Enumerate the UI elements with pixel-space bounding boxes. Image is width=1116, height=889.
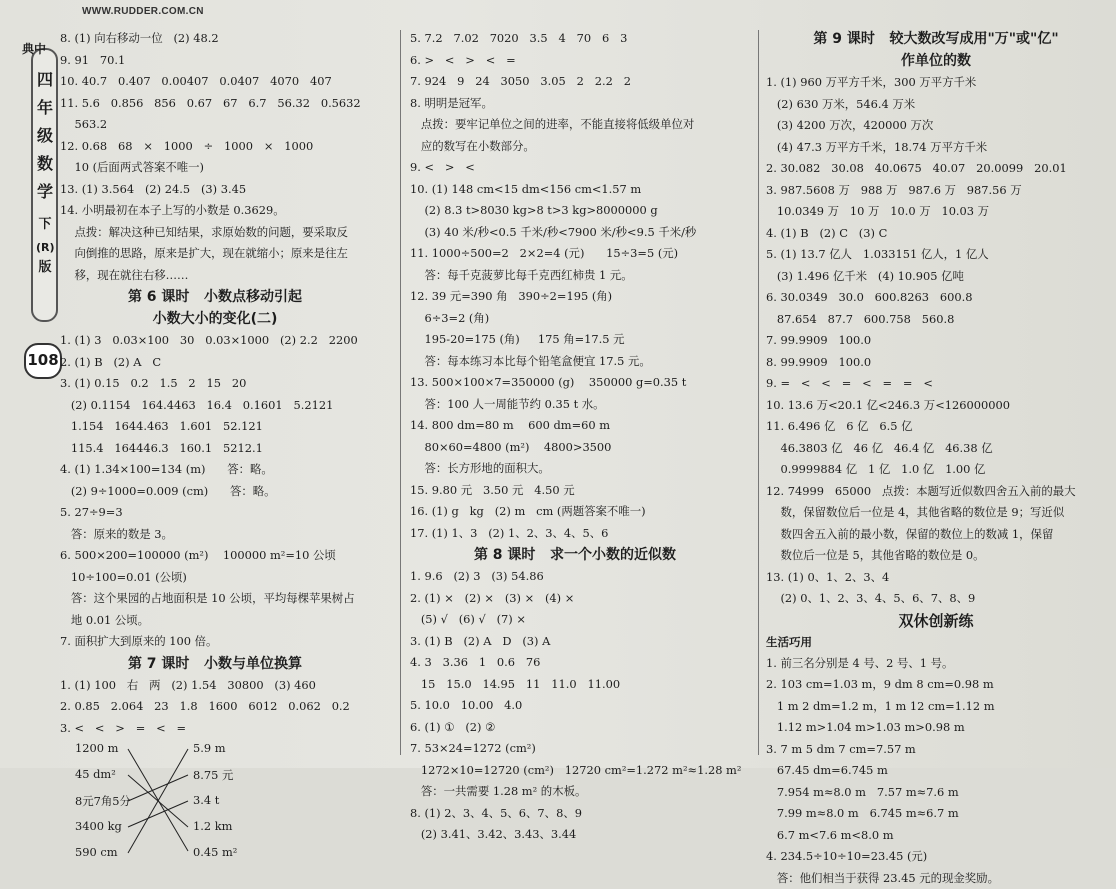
answer-line: 15. 9.80 元 3.50 元 4.50 元 xyxy=(410,480,755,502)
grade-char: 四 xyxy=(36,70,54,89)
subject-char: 学 xyxy=(36,182,54,201)
answer-line: (2) 3.41、3.42、3.43、3.44 xyxy=(410,824,755,846)
answer-line: 11. 6.496 亿 6 亿 6.5 亿 xyxy=(766,416,1111,438)
answer-line: 答：原来的数是 3。 xyxy=(60,524,400,546)
answer-line: 9. 91 70.1 xyxy=(60,50,400,72)
answer-line: (2) 0、1、2、3、4、5、6、7、8、9 xyxy=(766,588,1111,610)
subject-char: 数 xyxy=(36,154,54,173)
answer-line: 15 15.0 14.95 11 11.0 11.00 xyxy=(410,674,755,696)
grade-char: 级 xyxy=(36,126,54,145)
life-application-subheading: 生活巧用 xyxy=(766,632,1111,653)
book-spine-sidebar xyxy=(0,0,58,768)
answer-line: 2. (1) B (2) A C xyxy=(60,352,400,374)
answer-line: 9. < > < xyxy=(410,157,755,179)
answer-line: 80×60=4800 (m²) 4800>3500 xyxy=(410,437,755,459)
answer-line: 6. 500×200=100000 (m²) 100000 m²=10 公顷 xyxy=(60,545,400,567)
answer-line: (5) √ (6) √ (7) × xyxy=(410,609,755,631)
answer-line: (2) 9÷1000=0.009 (cm) 答：略。 xyxy=(60,481,400,503)
answer-line: 1. 9.6 (2) 3 (3) 54.86 xyxy=(410,566,755,588)
answer-line: 0.9999884 亿 1 亿 1.0 亿 1.00 亿 xyxy=(766,459,1111,481)
lesson-6-heading-cont: 小数大小的变化(二) xyxy=(60,308,370,330)
answer-line: 2. (1) × (2) × (3) × (4) × xyxy=(410,588,755,610)
answer-line: 4. (1) 1.34×100=134 (m) 答：略。 xyxy=(60,459,400,481)
brand-logo-text: 典中 xyxy=(22,40,46,57)
website-url: WWW.RUDDER.COM.CN xyxy=(82,6,204,17)
page-number: 108 xyxy=(24,343,62,379)
answer-line: 5. (1) 13.7 亿人 1.033151 亿人，1 亿人 xyxy=(766,244,1111,266)
answer-line: 点拨：解决这种已知结果，求原始数的问题，要采取反 xyxy=(60,222,400,244)
answer-line: 16. (1) g kg (2) m cm (两题答案不唯一) xyxy=(410,501,755,523)
match-left-item: 45 dm² xyxy=(75,767,116,781)
answer-column-3 xyxy=(766,28,1111,889)
lesson-8-heading: 第 8 课时 求一个小数的近似数 xyxy=(410,544,740,566)
answer-line: 10 (后面两式答案不唯一) xyxy=(60,157,400,179)
answer-line: 46.3803 亿 46 亿 46.4 亿 46.38 亿 xyxy=(766,438,1111,460)
answer-line: 12. 0.68 68 × 1000 ÷ 1000 × 1000 xyxy=(60,136,400,158)
answer-line: (3) 1.496 亿千米 (4) 10.905 亿吨 xyxy=(766,266,1111,288)
answer-column-2 xyxy=(410,28,755,846)
edition-char: 版 xyxy=(36,258,54,277)
matching-lines xyxy=(60,739,260,871)
answer-line: 移，现在就往右移…… xyxy=(60,265,400,287)
lesson-6-heading: 第 6 课时 小数点移动引起 xyxy=(60,286,370,308)
answer-line: 向倒推的思路，原来是扩大，现在就缩小；原来是往左 xyxy=(60,243,400,265)
answer-line: 1. (1) 3 0.03×100 30 0.03×1000 (2) 2.2 2200 xyxy=(60,330,400,352)
answer-line: (2) 8.3 t>8030 kg>8 t>3 kg>8000000 g xyxy=(410,200,755,222)
answer-line: 答：每本练习本比每个铅笔盒便宜 17.5 元。 xyxy=(410,351,755,373)
column-divider xyxy=(758,30,759,755)
answer-line: 12. 39 元=390 角 390÷2=195 (角) xyxy=(410,286,755,308)
answer-line: 7.954 m≈8.0 m 7.57 m≈7.6 m xyxy=(766,782,1111,804)
lesson-7-heading: 第 7 课时 小数与单位换算 xyxy=(60,653,370,675)
answer-line: 数四舍五入前的最小数，保留的数位上的数减 1，保留 xyxy=(766,524,1111,546)
answer-line: 67.45 dm=6.745 m xyxy=(766,760,1111,782)
answer-line: 1. (1) 100 右 两 (2) 1.54 30800 (3) 460 xyxy=(60,675,400,697)
answer-line: 3. < < > = < = xyxy=(60,718,400,740)
answer-line: 答：每千克菠萝比每千克西红柿贵 1 元。 xyxy=(410,265,755,287)
match-line xyxy=(128,775,188,801)
answer-line: 答：一共需要 1.28 m² 的木板。 xyxy=(410,781,755,803)
column-divider xyxy=(400,30,401,755)
answer-line: (4) 47.3 万平方千米，18.74 万平方千米 xyxy=(766,137,1111,159)
answer-line: 195-20=175 (角) 175 角=17.5 元 xyxy=(410,329,755,351)
answer-line: 答：长方形地的面积大。 xyxy=(410,458,755,480)
answer-line: 3. 987.5608 万 988 万 987.6 万 987.56 万 xyxy=(766,180,1111,202)
match-left-item: 590 cm xyxy=(75,845,118,859)
grade-char: 年 xyxy=(36,98,54,117)
answer-line: 6. > < > < = xyxy=(410,50,755,72)
answer-line: 地 0.01 公顷。 xyxy=(60,610,400,632)
answer-line: (2) 0.1154 164.4463 16.4 0.1601 5.2121 xyxy=(60,395,400,417)
answer-line: 2. 0.85 2.064 23 1.8 1600 6012 0.062 0.2 xyxy=(60,696,400,718)
answer-line: 答：这个果园的占地面积是 10 公顷，平均每棵苹果树占 xyxy=(60,588,400,610)
answer-line: 8. (1) 2、3、4、5、6、7、8、9 xyxy=(410,803,755,825)
answer-line: 9. = < < = < = = < xyxy=(766,373,1111,395)
answer-line: 10÷100=0.01 (公顷) xyxy=(60,567,400,589)
match-left-item: 3400 kg xyxy=(75,819,122,833)
answer-line: 5. 7.2 7.02 7020 3.5 4 70 6 3 xyxy=(410,28,755,50)
answer-line: 6÷3=2 (角) xyxy=(410,308,755,330)
match-line xyxy=(128,801,188,827)
weekend-practice-heading: 双休创新练 xyxy=(766,610,1106,632)
answer-line: 3. (1) 0.15 0.2 1.5 2 15 20 xyxy=(60,373,400,395)
match-right-item: 3.4 t xyxy=(193,793,219,807)
answer-line: (3) 4200 万次，420000 万次 xyxy=(766,115,1111,137)
answer-line: 7. 924 9 24 3050 3.05 2 2.2 2 xyxy=(410,71,755,93)
volume-char: 下 xyxy=(36,215,54,234)
answer-line: 87.654 87.7 600.758 560.8 xyxy=(766,309,1111,331)
unit-matching-diagram xyxy=(60,739,400,871)
match-right-item: 8.75 元 xyxy=(193,767,233,783)
answer-line: 13. (1) 0、1、2、3、4 xyxy=(766,567,1111,589)
answer-line: 6. (1) ① (2) ② xyxy=(410,717,755,739)
answer-line: 6.7 m<7.6 m<8.0 m xyxy=(766,825,1111,847)
edition-char: (R) xyxy=(36,238,54,257)
answer-line: 7.99 m≈8.0 m 6.745 m≈6.7 m xyxy=(766,803,1111,825)
answer-line: 答：他们相当于获得 23.45 元的现金奖励。 xyxy=(766,868,1111,889)
answer-line: 1 m 2 dm=1.2 m，1 m 12 cm=1.12 m xyxy=(766,696,1111,718)
answer-line: 8. 99.9909 100.0 xyxy=(766,352,1111,374)
answer-line: 4. 234.5÷10÷10=23.45 (元) xyxy=(766,846,1111,868)
answer-line: 应的数写在小数部分。 xyxy=(410,136,755,158)
answer-line: 1272×10=12720 (cm²) 12720 cm²=1.272 m²≈1.28 m² xyxy=(410,760,755,782)
answer-column-1 xyxy=(60,28,400,871)
answer-line: 10. (1) 148 cm<15 dm<156 cm<1.57 m xyxy=(410,179,755,201)
answer-line: (2) 630 万米，546.4 万米 xyxy=(766,94,1111,116)
answer-line: 13. 500×100×7=350000 (g) 350000 g=0.35 t xyxy=(410,372,755,394)
answer-line: 6. 30.0349 30.0 600.8263 600.8 xyxy=(766,287,1111,309)
match-left-item: 8元7角5分 xyxy=(75,793,131,809)
answer-line: 5. 27÷9=3 xyxy=(60,502,400,524)
answer-line: 115.4 164446.3 160.1 5212.1 xyxy=(60,438,400,460)
lesson-9-heading: 第 9 课时 较大数改写成用"万"或"亿" xyxy=(766,28,1106,50)
answer-line: (3) 40 米/秒<0.5 千米/秒<7900 米/秒<9.5 千米/秒 xyxy=(410,222,755,244)
answer-line: 答：100 人一周能节约 0.35 t 水。 xyxy=(410,394,755,416)
answer-line: 2. 30.082 30.08 40.0675 40.07 20.0099 20.01 xyxy=(766,158,1111,180)
answer-line: 7. 99.9909 100.0 xyxy=(766,330,1111,352)
answer-line: 8. (1) 向右移动一位 (2) 48.2 xyxy=(60,28,400,50)
lesson-9-heading-cont: 作单位的数 xyxy=(766,50,1106,72)
answer-line: 3. (1) B (2) A D (3) A xyxy=(410,631,755,653)
answer-line: 1.12 m>1.04 m>1.03 m>0.98 m xyxy=(766,717,1111,739)
answer-line: 11. 5.6 0.856 856 0.67 67 6.7 56.32 0.5632 xyxy=(60,93,400,115)
answer-line: 10. 13.6 万<20.1 亿<246.3 万<126000000 xyxy=(766,395,1111,417)
answer-line: 1.154 1644.463 1.601 52.121 xyxy=(60,416,400,438)
answer-line: 14. 800 dm=80 m 600 dm=60 m xyxy=(410,415,755,437)
match-right-item: 0.45 m² xyxy=(193,845,237,859)
match-right-item: 5.9 m xyxy=(193,741,226,755)
answer-line: 点拨：要牢记单位之间的进率，不能直接将低级单位对 xyxy=(410,114,755,136)
answer-line: 10.0349 万 10 万 10.0 万 10.03 万 xyxy=(766,201,1111,223)
answer-line: 7. 53×24=1272 (cm²) xyxy=(410,738,755,760)
answer-line: 10. 40.7 0.407 0.00407 0.0407 4070 407 xyxy=(60,71,400,93)
answer-line: 8. 明明是冠军。 xyxy=(410,93,755,115)
answer-line: 11. 1000÷500=2 2×2=4 (元) 15÷3=5 (元) xyxy=(410,243,755,265)
answer-line: 4. 3 3.36 1 0.6 76 xyxy=(410,652,755,674)
answer-line: 7. 面积扩大到原来的 100 倍。 xyxy=(60,631,400,653)
answer-line: 12. 74999 65000 点拨：本题写近似数四舍五入前的最大 xyxy=(766,481,1111,503)
match-left-item: 1200 m xyxy=(75,741,118,755)
answer-line: 1. 前三名分别是 4 号、2 号、1 号。 xyxy=(766,653,1111,675)
answer-line: 5. 10.0 10.00 4.0 xyxy=(410,695,755,717)
answer-line: 13. (1) 3.564 (2) 24.5 (3) 3.45 xyxy=(60,179,400,201)
answer-line: 1. (1) 960 万平方千米，300 万平方千米 xyxy=(766,72,1111,94)
answer-line: 14. 小明最初在本子上写的小数是 0.3629。 xyxy=(60,200,400,222)
answer-line: 3. 7 m 5 dm 7 cm=7.57 m xyxy=(766,739,1111,761)
answer-line: 4. (1) B (2) C (3) C xyxy=(766,223,1111,245)
answer-line: 563.2 xyxy=(60,114,400,136)
answer-line: 数位后一位是 5，其他省略的数位是 0。 xyxy=(766,545,1111,567)
match-right-item: 1.2 km xyxy=(193,819,232,833)
answer-line: 17. (1) 1、3 (2) 1、2、3、4、5、6 xyxy=(410,523,755,545)
answer-line: 数，保留数位后一位是 4，其他省略的数位是 9；写近似 xyxy=(766,502,1111,524)
answer-line: 2. 103 cm=1.03 m，9 dm 8 cm=0.98 m xyxy=(766,674,1111,696)
